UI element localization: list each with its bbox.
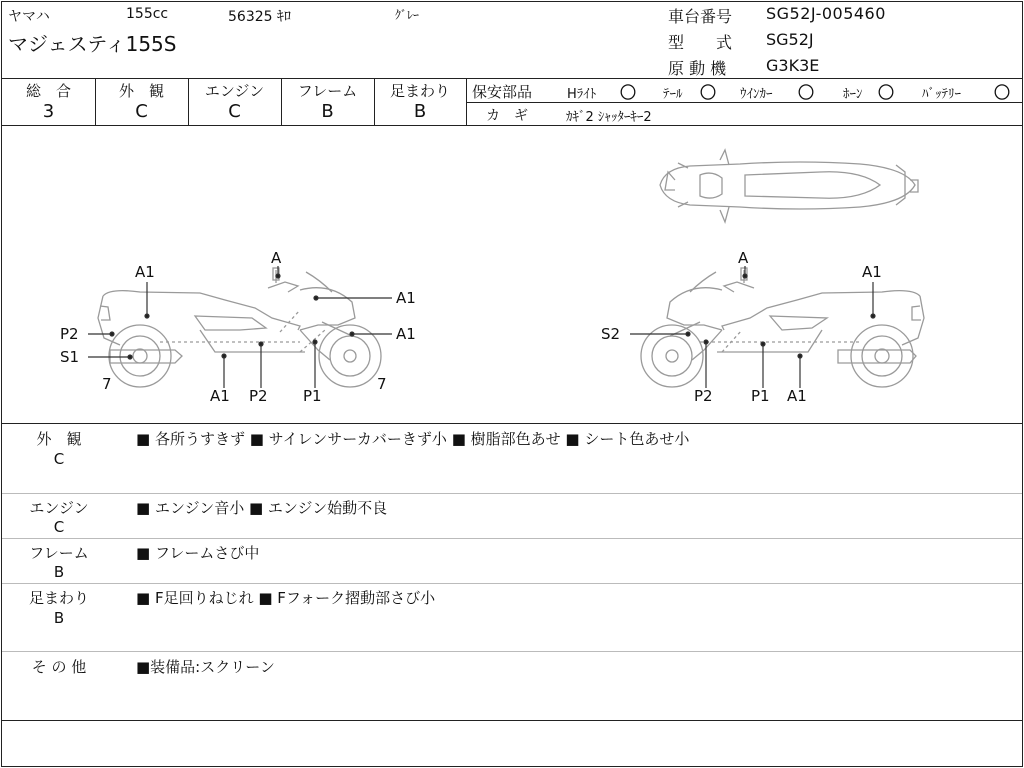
displacement: 155cc <box>126 6 169 22</box>
right-label: P1 <box>751 387 770 405</box>
grade-suspension-value: B <box>413 101 427 122</box>
left-label: P1 <box>303 387 322 405</box>
section-other-title: そ の 他 <box>31 658 87 676</box>
left-label: P2 <box>249 387 268 405</box>
left-scooter-drawing <box>98 268 381 387</box>
grade-exterior-value: C <box>135 101 148 122</box>
right-label: P2 <box>694 387 713 405</box>
section-exterior-text: ■ 各所うすきず ■ サイレンサーカバーきず小 ■ 樹脂部色あせ ■ シート色あせ小 <box>136 430 690 448</box>
left-label: S1 <box>60 348 80 366</box>
grade-suspension-label: 足まわり <box>389 82 450 100</box>
grid-line <box>466 102 1022 103</box>
section-exterior-title: 外 観 <box>36 430 82 448</box>
section-other-text: ■装備品:スクリーン <box>136 658 275 676</box>
grid-line <box>2 720 1022 721</box>
type-value: SG52J <box>766 30 814 49</box>
section-exterior-grade: C <box>53 450 65 468</box>
engine-label: 原 動 機 <box>668 59 727 78</box>
right-scooter-drawing <box>641 268 924 387</box>
right-label: A1 <box>787 387 807 405</box>
left-label: 7 <box>102 375 112 393</box>
frame-number-label: 車台番号 <box>668 7 733 26</box>
mileage: 56325 ｷﾛ <box>228 9 291 25</box>
grid-line <box>2 78 1022 79</box>
grid-line <box>466 78 467 125</box>
section-suspension-grade: B <box>53 609 65 627</box>
key-label: カ ギ <box>486 108 528 124</box>
section-frame-grade: B <box>53 563 65 581</box>
type-label: 型 式 <box>668 33 733 52</box>
bike-diagram <box>0 126 1024 422</box>
safety-horn-label: ﾎｰﾝ <box>843 87 863 102</box>
grade-frame-label: フレーム <box>297 82 358 100</box>
safety-headlight-label: Hﾗｲﾄ <box>567 87 597 102</box>
model-name: マジェスティ155S <box>8 32 177 56</box>
left-label: A <box>271 249 282 267</box>
left-label: A1 <box>135 263 155 281</box>
section-engine-text: ■ エンジン音小 ■ エンジン始動不良 <box>136 499 388 517</box>
key-value: ｶｷﾞ2 ｼｬｯﾀｰｷｰ2 <box>566 110 652 125</box>
section-suspension-text: ■ F足回りねじれ ■ Fフォーク摺動部さび小 <box>136 589 436 607</box>
right-label: A <box>738 249 749 267</box>
grid-line <box>2 583 1022 584</box>
right-label: S2 <box>601 325 621 343</box>
grade-frame-value: B <box>321 101 334 122</box>
safety-battery-mark: 〇 <box>994 83 1011 102</box>
safety-horn-mark: 〇 <box>878 83 895 102</box>
section-frame-text: ■ フレームさび中 <box>136 544 260 562</box>
section-frame-title: フレーム <box>29 544 89 562</box>
section-suspension-title: 足まわり <box>28 589 89 607</box>
grade-total-label: 総 合 <box>25 82 71 100</box>
safety-winker-label: ｳｲﾝｶｰ <box>740 87 773 102</box>
safety-tail-label: ﾃｰﾙ <box>663 87 683 102</box>
grid-line <box>2 538 1022 539</box>
grid-line <box>2 423 1022 424</box>
safety-label: 保安部品 <box>472 83 533 101</box>
grade-engine-value: C <box>228 101 241 122</box>
safety-battery-label: ﾊﾞｯﾃﾘｰ <box>922 87 961 102</box>
engine-value: G3K3E <box>766 56 820 75</box>
safety-winker-mark: 〇 <box>798 83 815 102</box>
maker: ヤマハ <box>8 9 50 25</box>
grid-line <box>2 651 1022 652</box>
top-view-scooter-drawing <box>660 150 918 222</box>
left-label: A1 <box>210 387 230 405</box>
section-engine-grade: C <box>53 518 65 536</box>
color: ｸﾞﾚｰ <box>395 8 420 22</box>
grade-engine-label: エンジン <box>204 82 265 100</box>
left-label: A1 <box>396 289 416 307</box>
left-label: P2 <box>60 325 79 343</box>
frame-number: SG52J-005460 <box>766 4 886 23</box>
left-label: A1 <box>396 325 416 343</box>
right-label: A1 <box>862 263 882 281</box>
left-label: 7 <box>377 375 387 393</box>
grade-exterior-label: 外 観 <box>118 82 164 100</box>
grid-line <box>2 493 1022 494</box>
safety-tail-mark: 〇 <box>700 83 717 102</box>
grade-total-value: 3 <box>42 101 55 122</box>
safety-headlight-mark: 〇 <box>620 83 637 102</box>
section-engine-title: エンジン <box>29 499 89 517</box>
